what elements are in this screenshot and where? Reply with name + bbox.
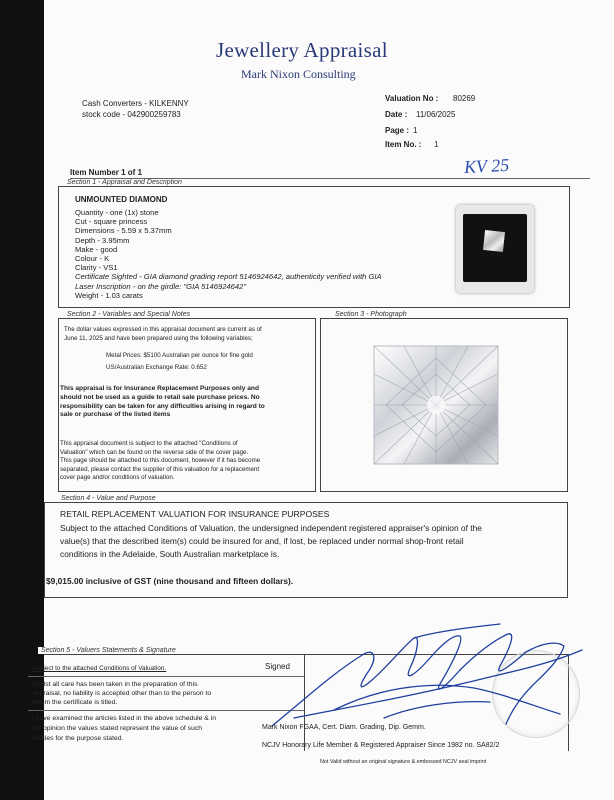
- statement-line: articles for the purpose stated.: [32, 735, 124, 743]
- note-line: This page should be attached to this document, however if it has become: [60, 457, 261, 465]
- exchange-rate: US/Australian Exchange Rate: 0.652: [106, 364, 207, 371]
- handwritten-note: KV 25: [463, 154, 510, 178]
- appraiser-credentials: Mark Nixon FGAA, Cert. Diam. Grading, Dip. Gemm.: [262, 724, 426, 731]
- examination-statement: [32, 714, 216, 745]
- date-value: 11/06/2025: [416, 110, 456, 119]
- item-number: Item Number 1 of 1: [70, 168, 143, 177]
- document-title: Jewellery Appraisal: [216, 38, 388, 62]
- dimensions-line: Dimensions - 5.59 x 5.37mm: [75, 226, 172, 236]
- note-line: responsibility can be taken for any difficulties arising in regard to: [60, 402, 265, 410]
- client-name: Cash Converters - KILKENNY: [82, 99, 189, 108]
- appraiser-membership: NCJV Honorary Life Member & Registered Appraiser Since 1982 no. SA82/2: [262, 742, 500, 749]
- valuation-no-label: Valuation No :: [385, 94, 439, 103]
- section-1-heading: UNMOUNTED DIAMOND: [75, 195, 168, 204]
- note-line: Valuation" which can be found on the reverse side of the cover page.: [60, 448, 249, 456]
- item-no-value: 1: [434, 140, 439, 149]
- quantity-line: Quantity - one (1x) stone: [75, 208, 159, 217]
- statement-line: appraisal, no liability is accepted other than to the person to: [32, 690, 212, 698]
- note-line: This appraisal document is subject to the attached "Conditions of: [60, 440, 238, 447]
- make-line: Make - good: [75, 244, 118, 254]
- insurance-purpose-note: [60, 385, 265, 420]
- rule: [28, 676, 304, 677]
- page-value: 1: [413, 126, 418, 135]
- weight-line: Weight - 1.03 carats: [75, 290, 143, 300]
- valuation-amount: $9,015.00 inclusive of GST (nine thousand and fifteen dollars).: [46, 576, 294, 586]
- company-name: Mark Nixon Consulting: [241, 67, 356, 81]
- valuation-statement: [60, 522, 482, 562]
- validity-footer: Not Valid without an original signature & embossed NCJV seal imprint: [320, 759, 487, 765]
- section-2-legend: Section 2 - Variables and Special Notes: [64, 311, 193, 318]
- liability-statement: [32, 680, 211, 708]
- certificate-line: Certificate Sighted - GIA diamond grading report 5146924642, authenticity verified with GIA: [75, 272, 382, 282]
- statement-line: value(s) that the described item(s) could be insured for and, if lost, be replaced under normal shop-front retail: [60, 536, 464, 547]
- rule: [28, 710, 304, 711]
- statement-line: conditions in the Adelaide, South Australian marketplace is.: [60, 549, 280, 560]
- stock-code: stock code - 042900259783: [82, 110, 181, 119]
- section-1-legend: Section 1 - Appraisal and Description: [64, 179, 185, 186]
- diamond-details: [75, 208, 382, 300]
- diamond-photograph: [372, 344, 500, 466]
- intro-line: The dollar values expressed in this appraisal document are current as of: [64, 326, 262, 333]
- note-line: should not be used as a guide to retail sale purchase prices. No: [60, 393, 260, 401]
- section-5-legend: Section 5 - Valuers Statements & Signature: [38, 647, 179, 654]
- gem-box-photo: [456, 205, 534, 293]
- section-3-legend: Section 3 - Photograph: [332, 311, 410, 318]
- section-4-legend: Section 4 - Value and Purpose: [58, 495, 159, 502]
- subject-to-conditions: Subject to the attached Conditions of Valuation.: [32, 665, 167, 672]
- note-line: separated, please contact the supplier of this valuation for a replacement: [60, 465, 260, 473]
- statement-line: Whilst all care has been taken in the preparation of this: [32, 681, 198, 688]
- clarity-line: Clarity - VS1: [75, 263, 118, 273]
- item-no-label: Item No. :: [385, 140, 422, 149]
- cut-line: Cut - square princess: [75, 217, 148, 227]
- signed-label: Signed: [265, 662, 290, 671]
- statement-line: Subject to the attached Conditions of Valuation, the undersigned independent registered appraiser's opinion of the: [60, 523, 482, 533]
- statement-line: I have examined the articles listed in the above schedule & in: [32, 715, 217, 722]
- statement-line: whom the certificate is titled.: [32, 699, 118, 707]
- statement-line: my opinion the values stated represent the value of such: [32, 725, 203, 733]
- section-4-heading: RETAIL REPLACEMENT VALUATION FOR INSURANCE PURPOSES: [60, 509, 330, 519]
- loose-diamond-thumbnail: [483, 230, 505, 252]
- conditions-note: [60, 440, 260, 483]
- note-line: This appraisal is for Insurance Replacement Purposes only and: [60, 385, 259, 392]
- valuation-no-value: 80269: [453, 94, 476, 103]
- intro-line: June 11, 2025 and have been prepared using the following variables;: [64, 334, 253, 342]
- note-line: cover page and/or conditions of valuation.: [60, 474, 175, 482]
- date-label: Date :: [385, 110, 408, 119]
- section-2-intro: [64, 326, 262, 343]
- depth-line: Depth - 3.95mm: [75, 235, 130, 245]
- colour-line: Colour - K: [75, 254, 110, 264]
- note-line: sale or purchase of the listed items: [60, 411, 171, 419]
- page-label: Page :: [385, 126, 410, 135]
- metal-prices: Metal Prices: $5100 Australian per ounce for fine gold: [106, 352, 253, 359]
- appraisal-document: [32, 0, 614, 800]
- laser-inscription-line: Laser Inscription - on the girdle: "GIA 5146924642": [75, 281, 247, 291]
